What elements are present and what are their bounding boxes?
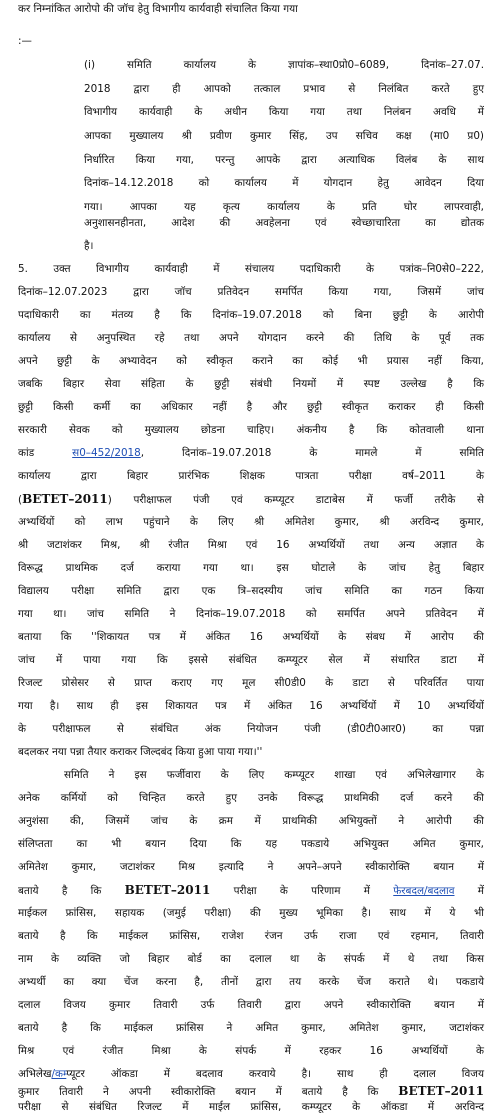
charge-text-line: है। (84, 240, 94, 252)
paragraph-5-line: बताया कि ''शिकायत पत्र में अंकित 16 अभ्यर्थियों के संबध में आरोप की (18, 631, 484, 643)
paragraph-5-line: गया है। साथ ही इस शिकायत पत्र में अंकित 16 अभ्यर्थियों में 10 अभ्यर्थियों (18, 700, 484, 712)
paragraph-5-line: जबकि बिहार सेवा संहिता के छुट्टी संबंधी नियमों में स्पष्ट उल्लेख है कि (18, 378, 484, 390)
paragraph-6-line: अनेक कर्मियों को चिन्हित करते हुए उनके विरूद्ध प्राथमिकी दर्ज करने की (18, 792, 484, 804)
paragraph-5-line: रिजल्ट प्रोसेसर से प्राप्त कराए गए मूल सी0डी0 के डाटा से परिवर्तित पाया (18, 677, 484, 689)
paragraph-5-line: बदलकर नया पन्ना तैयार कराकर जिल्दबंद किया हुआ पाया गया।'' (18, 746, 263, 758)
charge-text-line: विभागीय कार्यवाही के अधीन किया गया तथा निलंबन अवधि में (84, 106, 484, 118)
text-fragment: परीक्षा के परिणाम में (210, 885, 394, 897)
betet-line (18, 883, 484, 898)
charge-text-line: (i) समिति कार्यालय के ज्ञापांक–स्था0प्रो0–6089, दिनांक–27.07. (84, 59, 484, 71)
paragraph-5-line: गया था। जांच समिति ने दिनांक–19.07.2018 को समर्पित अपने प्रतिवेदन में (18, 608, 484, 620)
computer-link[interactable]: /कम् (51, 1068, 67, 1080)
charge-text-line: गया। आपका यह कृत्य कार्यालय के प्रति घोर लापरवाही, (84, 201, 484, 213)
exam-code: BETET–2011 (124, 883, 211, 897)
charge-text-line: आपका मुख्यालय श्री प्रवीण कुमार सिंह, उप सचिव कक्ष (मा0 प्र0) (84, 130, 484, 142)
paragraph-6-line: संलिप्तता का भी बयान दिया कि यह पकडाये अभियुक्त अमित कुमार, (18, 838, 484, 850)
paragraph-5-line: कार्यालय से अनुपस्थित रहे तथा अपने योगदान करने की तिथि के पूर्व तक (18, 332, 484, 344)
paragraph-5-line: छुट्टी किसी कर्मी का अधिकार नहीं है और छुट्टी स्वीकृत कराकर ही किसी (18, 401, 484, 413)
paragraph-5-line: के परीक्षाफल से संबंधित अंक नियोजन पंजी (डी0टी0आर0) का पन्ना (18, 723, 484, 735)
text-fragment: बताये है कि (18, 885, 125, 897)
paragraph-5-line: अपने छुट्टी के अभ्यावेदन को स्वीकृत कराने का कोई भी प्रयास नहीं किया, (18, 355, 484, 367)
paragraph-6-line: बताये है कि माईकल फ्रांसिस ने अमित कुमार, अमितेश कुमार, जटाशंकर (18, 1022, 484, 1034)
case-reference-line (18, 446, 484, 460)
paragraph-5-line: श्री जटाशंकर मिश्र, श्री रंजीत मिश्रा एवं 16 अभ्यर्थियों तथा अन्य अज्ञात के (18, 539, 484, 551)
paragraph-6-line: अनुशंसा की, जिसमें जांच के क्रम में प्राथमिकी अभियुक्तों ने आरोपी की (18, 815, 484, 827)
paragraph-5-line: जांच में पाया गया कि इससे संबंधित कम्प्यूटर सेल में संधारित डाटा में (18, 654, 484, 666)
charge-text-line: अनुशासनहीनता, आदेश की अवहेलना एवं स्वेच्छाचारिता का द्योतक (84, 217, 484, 229)
charge-text-line: दिनांक–14.12.2018 को कार्यालय में योगदान हेतु आवेदन दिया (84, 177, 484, 189)
paragraph-6-line: माईकल फ्रांसिस, सहायक (जमुई परीक्षा) की मुख्य भूमिका है। साथ में ये भी (18, 907, 484, 919)
charge-text-line: 2018 द्वारा ही आपको तत्काल प्रभाव से निलंबित करते हुए (84, 83, 484, 95)
paragraph-6-line: बताये है कि माईकल फ्रांसिस, राजेश रंजन उर्फ राजा एवं रहमान, तिवारी (18, 930, 484, 942)
case-number-link[interactable]: स0–452/2018 (72, 447, 141, 459)
text-fragment: अभिलेख (18, 1068, 52, 1080)
paragraph-5-line: अभ्यर्थियों को लाभ पहुंचाने के लिए श्री अमितेश कुमार, श्री अरविन्द कुमार, (18, 516, 484, 528)
charge-text-line: निर्धारित किया गया, परन्तु आपके द्वारा अत्याधिक विलंब के साथ (84, 154, 484, 166)
text-fragment: प्यूटर ऑकडा में बदलाव करवाये है। साथ ही दलाल विजय (66, 1068, 484, 1080)
text-fragment: ( (18, 494, 23, 506)
paragraph-5-line: सरकारी सेवक को मुख्यालय छोडना चाहिए। अंकनीय है कि कोतवाली थाना (18, 424, 484, 436)
paragraph-6-line: नाम के व्यक्ति जो बिहार बोर्ड का दलाल था के संपर्क में थे तथा किस (18, 953, 484, 965)
text-line: :— (18, 35, 32, 47)
text-fragment: में (454, 885, 484, 897)
paragraph-5-line: विद्यालय परीक्षा समिति द्वारा एक त्रि–सदस्यीय जांच समिति का गठन किया (18, 585, 484, 597)
betet-line (18, 1084, 484, 1099)
paragraph-5-line: विरूद्ध प्राथमिक दर्ज कराया गया था। इस घोटाले के जांच हेतु बिहार (18, 562, 484, 574)
paragraph-6-line: अभ्यर्थी का क्या चेंज करना है, तीनों द्वारा तय करके चेंज कराते थे। पकडाये (18, 976, 484, 988)
exam-code: BETET–2011 (22, 492, 108, 506)
paragraph-6-line: अमितेश कुमार, जटाशंकर मिश्र इत्यादि ने अपने–अपने स्वीकारोक्ति बयान में (18, 861, 484, 873)
paragraph-6-line: समिति ने इस फर्जीवारा के लिए कम्प्यूटर शाखा एवं अभिलेखागार के (64, 769, 484, 781)
text-line: कर निम्नांकित आरोपो की जॉच हेतु विभागीय कार्यवाही संचालित किया गया (18, 3, 298, 15)
paragraph-6-line: परीक्षा से संबंधित रिजल्ट में माईल फ्रांसिस, कम्प्यूटर के ऑकडा में अरविन्द (18, 1101, 484, 1113)
records-line (18, 1067, 484, 1081)
paragraph-5-line: कार्यालय द्वारा बिहार प्रारंभिक शिक्षक पात्रता परीक्षा वर्ष–2011 के (18, 470, 484, 482)
paragraph-5-line: दिनांक–12.07.2023 द्वारा जॉच प्रतिवेदन समर्पित किया गया, जिसमें जांच (18, 286, 484, 298)
paragraph-5-line: पदाधिकारी का मंतव्य है कि दिनांक–19.07.2018 को बिना छुट्टी के आरोपी (18, 309, 484, 321)
betet-line (18, 492, 484, 507)
text-fragment: , दिनांक–19.07.2018 के मामले में समिति (140, 447, 484, 459)
change-link[interactable]: फेरबदल/बदलाव (393, 885, 455, 897)
paragraph-6-line: मिश्र एवं रंजीत मिश्रा के संपर्क में रहकर 16 अभ्यर्थियों के (18, 1045, 484, 1057)
text-fragment: ) परीक्षाफल पंजी एवं कम्प्यूटर डाटाबेस में फर्जी तरीके से (107, 494, 484, 506)
text-fragment: कांड (18, 447, 73, 459)
text-fragment: कुमार तिवारी ने अपनी स्वीकारोक्ति बयान में बताये है कि (18, 1086, 399, 1098)
exam-code: BETET–2011 (398, 1084, 484, 1098)
paragraph-6-line: दलाल विजय कुमार तिवारी उर्फ तिवारी द्वारा अपने स्वीकारोक्ति बयान में (18, 999, 484, 1011)
paragraph-5-line: 5. उक्त विभागीय कार्यवाही में संचालय पदाधिकारी के पत्रांक–नि0से0–222, (18, 263, 484, 275)
